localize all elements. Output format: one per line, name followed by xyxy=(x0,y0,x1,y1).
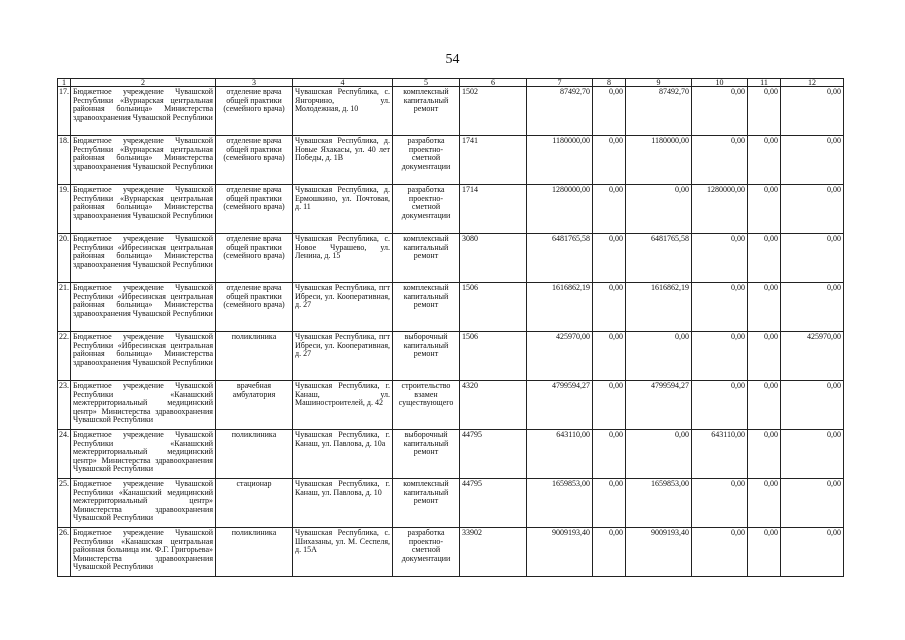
work-type-cell: разработка проектно-сметной документации xyxy=(393,185,460,234)
unit-cell: поликлиника xyxy=(216,430,293,479)
unit-cell: поликлиника xyxy=(216,332,293,381)
address-cell: Чувашская Республика, с. Шихазаны, ул. М. Сеспеля, д. 15А xyxy=(293,528,393,577)
amount-cell: 1616862,19 xyxy=(626,283,692,332)
amount-cell: 0,00 xyxy=(692,87,748,136)
institution-cell: Бюджетное учреждение Чувашской Республики «Канашский межтерриториальный медицинский центр» Министерства здравоохранения Чувашской Республики xyxy=(71,381,216,430)
amount-cell: 0,00 xyxy=(748,87,781,136)
table-row xyxy=(58,479,844,528)
amount-cell: 0,00 xyxy=(692,479,748,528)
amount-cell: 0,00 xyxy=(593,381,626,430)
institution-cell: Бюджетное учреждение Чувашской Республики «Вурнарская центральная районная больница» Министерства здравоохранения Чувашской Республики xyxy=(71,87,216,136)
amount-cell: 0,00 xyxy=(692,332,748,381)
amount-cell: 0,00 xyxy=(593,87,626,136)
amount-cell: 1180000,00 xyxy=(626,136,692,185)
amount-cell: 0,00 xyxy=(748,185,781,234)
unit-cell: врачебная амбулатория xyxy=(216,381,293,430)
table-row xyxy=(58,87,844,136)
row-number-cell: 26. xyxy=(58,528,71,577)
amount-cell: 0,00 xyxy=(626,332,692,381)
table-row xyxy=(58,283,844,332)
address-cell: Чувашская Республика, пгт Ибреси, ул. Кооперативная, д. 27 xyxy=(293,283,393,332)
page-number: 54 xyxy=(445,52,460,67)
column-number-cell: 10 xyxy=(692,79,748,87)
amount-cell: 0,00 xyxy=(748,283,781,332)
row-number-cell: 23. xyxy=(58,381,71,430)
amount-cell: 0,00 xyxy=(781,87,844,136)
value-cell: 4320 xyxy=(460,381,527,430)
amount-cell: 0,00 xyxy=(748,136,781,185)
amount-cell: 0,00 xyxy=(748,528,781,577)
row-number-cell: 21. xyxy=(58,283,71,332)
amount-total-cell: 1659853,00 xyxy=(527,479,593,528)
amount-cell: 0,00 xyxy=(593,185,626,234)
unit-cell: отделение врача общей практики (семейного врача) xyxy=(216,136,293,185)
institution-cell: Бюджетное учреждение Чувашской Республики «Ибресинская центральная районная больница» Министерства здравоохранения Чувашской Республики xyxy=(71,332,216,381)
table-row xyxy=(58,332,844,381)
work-type-cell: строительство взамен существующего xyxy=(393,381,460,430)
row-number-cell: 19. xyxy=(58,185,71,234)
amount-total-cell: 1280000,00 xyxy=(527,185,593,234)
amount-cell: 0,00 xyxy=(748,430,781,479)
amount-cell: 0,00 xyxy=(748,332,781,381)
amount-cell: 0,00 xyxy=(781,381,844,430)
column-number-cell: 3 xyxy=(216,79,293,87)
amount-cell: 4799594,27 xyxy=(626,381,692,430)
amount-cell: 1280000,00 xyxy=(692,185,748,234)
address-cell: Чувашская Республика, г. Канаш, ул. Павлова, д. 10а xyxy=(293,430,393,479)
amount-cell: 0,00 xyxy=(781,185,844,234)
unit-cell: стационар xyxy=(216,479,293,528)
address-cell: Чувашская Республика, г. Канаш, ул. Павлова, д. 10 xyxy=(293,479,393,528)
amount-total-cell: 425970,00 xyxy=(527,332,593,381)
amount-cell: 0,00 xyxy=(748,381,781,430)
amount-total-cell: 1180000,00 xyxy=(527,136,593,185)
amount-cell: 0,00 xyxy=(593,136,626,185)
unit-cell: отделение врача общей практики (семейного врача) xyxy=(216,234,293,283)
table-row xyxy=(58,430,844,479)
amount-total-cell: 4799594,27 xyxy=(527,381,593,430)
row-number-cell: 20. xyxy=(58,234,71,283)
column-number-cell: 9 xyxy=(626,79,692,87)
amount-cell: 0,00 xyxy=(593,528,626,577)
work-type-cell: комплексный капитальный ремонт xyxy=(393,87,460,136)
unit-cell: отделение врача общей практики (семейного врача) xyxy=(216,283,293,332)
amount-cell: 0,00 xyxy=(692,528,748,577)
column-number-cell: 1 xyxy=(58,79,71,87)
column-number-cell: 5 xyxy=(393,79,460,87)
amount-cell: 0,00 xyxy=(692,234,748,283)
institution-cell: Бюджетное учреждение Чувашской Республики «Канашская центральная районная больница им. Ф.Г. Григорьева» Министерства здравоохранения Чувашской Республики xyxy=(71,528,216,577)
amount-cell: 0,00 xyxy=(593,430,626,479)
address-cell: Чувашская Республика, д. Ермошкино, ул. Почтовая, д. 11 xyxy=(293,185,393,234)
row-number-cell: 18. xyxy=(58,136,71,185)
amount-total-cell: 1616862,19 xyxy=(527,283,593,332)
amount-cell: 0,00 xyxy=(781,136,844,185)
amount-cell: 0,00 xyxy=(626,185,692,234)
work-type-cell: комплексный капитальный ремонт xyxy=(393,479,460,528)
column-number-cell: 8 xyxy=(593,79,626,87)
work-type-cell: разработка проектно-сметной документации xyxy=(393,528,460,577)
column-number-cell: 6 xyxy=(460,79,527,87)
amount-cell: 0,00 xyxy=(692,136,748,185)
institution-cell: Бюджетное учреждение Чувашской Республики «Канашский межтерриториальный медицинский центр» Министерства здравоохранения Чувашской Республики xyxy=(71,430,216,479)
institution-cell: Бюджетное учреждение Чувашской Республики «Канашский медицинский межтерриториальный центр» Министерства здравоохранения Чувашской Республики xyxy=(71,479,216,528)
amount-cell: 0,00 xyxy=(781,430,844,479)
column-number-cell: 12 xyxy=(781,79,844,87)
amount-cell: 0,00 xyxy=(626,430,692,479)
amount-cell: 425970,00 xyxy=(781,332,844,381)
amount-cell: 0,00 xyxy=(692,381,748,430)
work-type-cell: выборочный капитальный ремонт xyxy=(393,430,460,479)
amount-cell: 1659853,00 xyxy=(626,479,692,528)
institution-cell: Бюджетное учреждение Чувашской Республики «Вурнарская центральная районная больница» Министерства здравоохранения Чувашской Республики xyxy=(71,185,216,234)
value-cell: 44795 xyxy=(460,479,527,528)
address-cell: Чувашская Республика, пгт Ибреси, ул. Кооперативная, д. 27 xyxy=(293,332,393,381)
column-number-cell: 7 xyxy=(527,79,593,87)
unit-cell: поликлиника xyxy=(216,528,293,577)
table-row xyxy=(58,528,844,577)
table-row xyxy=(58,136,844,185)
address-cell: Чувашская Республика, с. Янгорчино, ул. Молодежная, д. 10 xyxy=(293,87,393,136)
work-type-cell: выборочный капитальный ремонт xyxy=(393,332,460,381)
value-cell: 33902 xyxy=(460,528,527,577)
row-number-cell: 17. xyxy=(58,87,71,136)
work-type-cell: разработка проектно-сметной документации xyxy=(393,136,460,185)
unit-cell: отделение врача общей практики (семейного врача) xyxy=(216,87,293,136)
amount-cell: 0,00 xyxy=(593,234,626,283)
amount-total-cell: 643110,00 xyxy=(527,430,593,479)
unit-cell: отделение врача общей практики (семейного врача) xyxy=(216,185,293,234)
table-row xyxy=(58,234,844,283)
value-cell: 1714 xyxy=(460,185,527,234)
value-cell: 1506 xyxy=(460,332,527,381)
amount-cell: 643110,00 xyxy=(692,430,748,479)
row-number-cell: 24. xyxy=(58,430,71,479)
institution-cell: Бюджетное учреждение Чувашской Республики «Ибресинская центральная районная больница» Министерства здравоохранения Чувашской Республики xyxy=(71,283,216,332)
address-cell: Чувашская Республика, г. Канаш, ул. Машиностроителей, д. 42 xyxy=(293,381,393,430)
value-cell: 1506 xyxy=(460,283,527,332)
amount-total-cell: 87492,70 xyxy=(527,87,593,136)
amount-cell: 0,00 xyxy=(781,528,844,577)
work-type-cell: комплексный капитальный ремонт xyxy=(393,283,460,332)
amount-cell: 87492,70 xyxy=(626,87,692,136)
amount-total-cell: 6481765,58 xyxy=(527,234,593,283)
column-number-cell: 11 xyxy=(748,79,781,87)
amount-cell: 0,00 xyxy=(748,234,781,283)
amount-cell: 0,00 xyxy=(748,479,781,528)
amount-cell: 0,00 xyxy=(781,283,844,332)
row-number-cell: 22. xyxy=(58,332,71,381)
column-number-cell: 2 xyxy=(71,79,216,87)
column-number-row xyxy=(58,79,844,87)
address-cell: Чувашская Республика, д. Новые Яхакасы, ул. 40 лет Победы, д. 1В xyxy=(293,136,393,185)
value-cell: 44795 xyxy=(460,430,527,479)
work-type-cell: комплексный капитальный ремонт xyxy=(393,234,460,283)
amount-cell: 6481765,58 xyxy=(626,234,692,283)
value-cell: 3080 xyxy=(460,234,527,283)
value-cell: 1741 xyxy=(460,136,527,185)
value-cell: 1502 xyxy=(460,87,527,136)
amount-cell: 0,00 xyxy=(593,479,626,528)
amount-total-cell: 9009193,40 xyxy=(527,528,593,577)
amount-cell: 0,00 xyxy=(781,234,844,283)
table-row xyxy=(58,185,844,234)
address-cell: Чувашская Республика, с. Новое Чурашево, ул. Ленина, д. 15 xyxy=(293,234,393,283)
amount-cell: 0,00 xyxy=(692,283,748,332)
row-number-cell: 25. xyxy=(58,479,71,528)
facilities-table xyxy=(57,78,844,577)
amount-cell: 0,00 xyxy=(593,283,626,332)
amount-cell: 0,00 xyxy=(593,332,626,381)
institution-cell: Бюджетное учреждение Чувашской Республики «Вурнарская центральная районная больница» Министерства здравоохранения Чувашской Республики xyxy=(71,136,216,185)
table-row xyxy=(58,381,844,430)
amount-cell: 0,00 xyxy=(781,479,844,528)
amount-cell: 9009193,40 xyxy=(626,528,692,577)
column-number-cell: 4 xyxy=(293,79,393,87)
institution-cell: Бюджетное учреждение Чувашской Республики «Ибресинская центральная районная больница» Министерства здравоохранения Чувашской Республики xyxy=(71,234,216,283)
